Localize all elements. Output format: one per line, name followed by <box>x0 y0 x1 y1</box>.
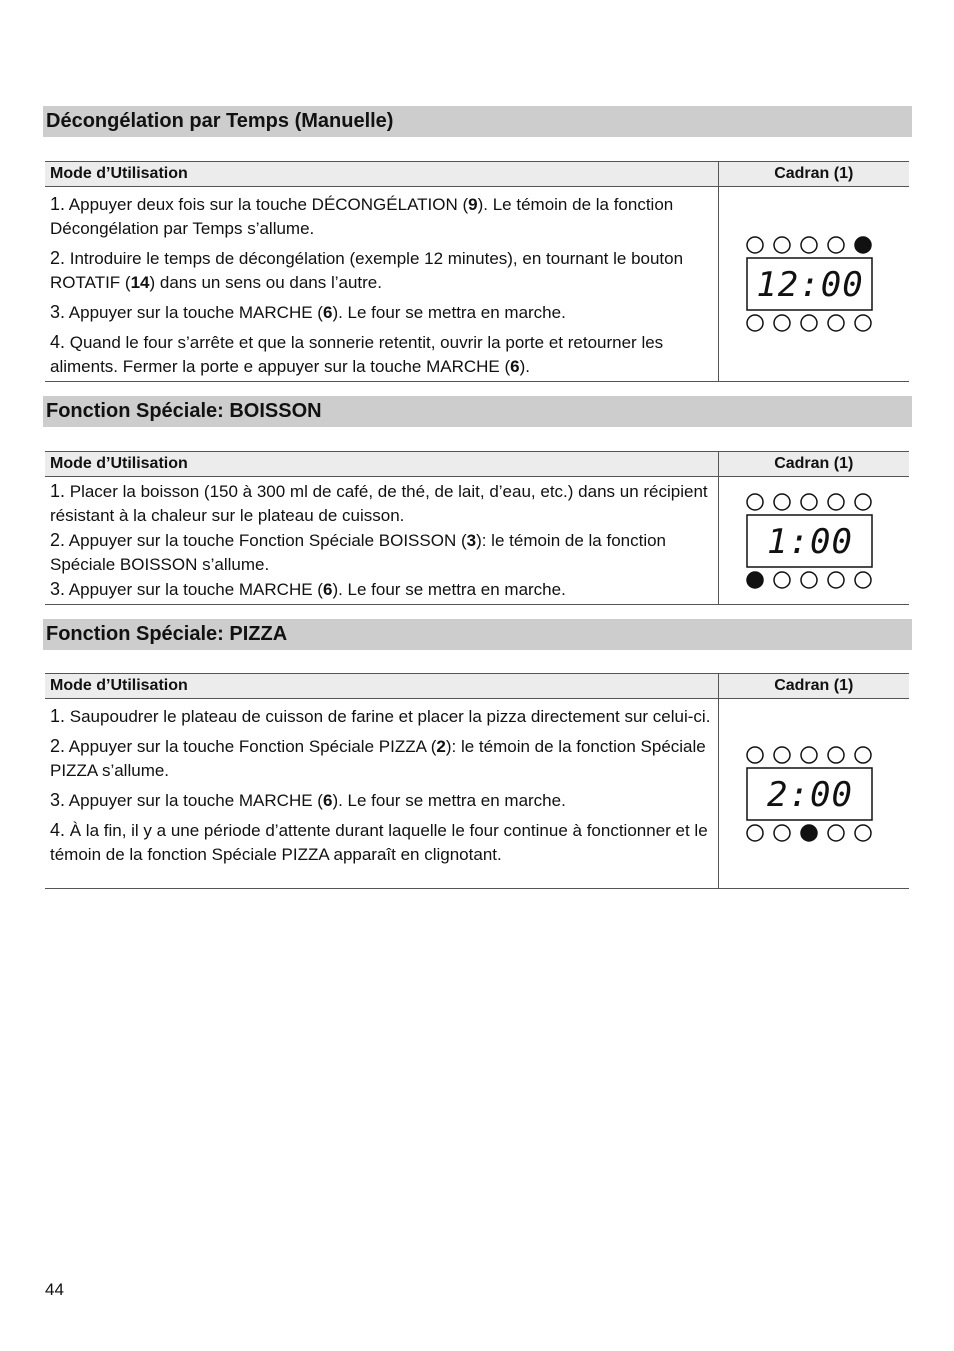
section-title-boisson: Fonction Spéciale: BOISSON <box>43 396 912 427</box>
column-header-mode: Mode d’Utilisation <box>45 162 718 187</box>
indicator-light-bottom <box>828 825 844 841</box>
indicator-light-bottom <box>801 572 817 588</box>
indicator-light-bottom <box>855 315 871 331</box>
table-row <box>45 477 909 605</box>
indicator-light-bottom <box>774 572 790 588</box>
table-header-row <box>45 162 909 187</box>
display-cell <box>718 477 909 605</box>
table-boisson <box>45 451 909 605</box>
indicator-light-bottom <box>855 825 871 841</box>
step-3: 3. Appuyer sur la touche MARCHE (6). Le four se mettra en marche. <box>50 790 566 810</box>
indicator-light-bottom <box>747 825 763 841</box>
steps-cell <box>45 477 718 605</box>
step-1: 1. Saupoudrer le plateau de cuisson de farine et placer la pizza directement sur celui-ci. <box>50 706 711 726</box>
column-header-cadran: Cadran (1) <box>718 674 909 699</box>
section-title-decongelation: Décongélation par Temps (Manuelle) <box>43 106 912 137</box>
page-number: 44 <box>45 1280 64 1299</box>
table-header-row <box>45 674 909 699</box>
indicator-light-bottom <box>855 572 871 588</box>
step-3: 3. Appuyer sur la touche MARCHE (6). Le four se mettra en marche. <box>50 579 566 599</box>
indicator-light-top <box>828 747 844 763</box>
step-2: 2. Introduire le temps de décongélation (exemple 12 minutes), en tournant le bouton ROTATIF (14) dans un sens ou dans l’autre. <box>50 248 684 292</box>
display-cell <box>718 699 909 889</box>
oven-display-icon <box>744 744 884 844</box>
display-time: 1:00 <box>766 521 853 562</box>
table-row <box>45 699 909 889</box>
indicator-light-top <box>774 747 790 763</box>
oven-display-icon <box>744 234 884 334</box>
indicator-light-bottom <box>801 315 817 331</box>
indicator-light-bottom <box>747 572 763 588</box>
step-1: 1. Placer la boisson (150 à 300 ml de café, de thé, de lait, d’eau, etc.) dans un récipient résistant à la chaleur sur le plateau de cuisson. <box>50 481 708 525</box>
oven-display-icon <box>744 491 884 591</box>
section-title-pizza: Fonction Spéciale: PIZZA <box>43 619 912 650</box>
steps-cell <box>45 699 718 889</box>
indicator-light-bottom <box>801 825 817 841</box>
indicator-light-bottom <box>774 825 790 841</box>
column-header-mode: Mode d’Utilisation <box>45 452 718 477</box>
step-1: 1. Appuyer deux fois sur la touche DÉCONGÉLATION (9). Le témoin de la fonction Décongélation par Temps s’allume. <box>50 194 674 238</box>
indicator-light-top <box>828 494 844 510</box>
display-cell <box>718 187 909 382</box>
table-header-row <box>45 452 909 477</box>
indicator-light-bottom <box>828 315 844 331</box>
step-3: 3. Appuyer sur la touche MARCHE (6). Le four se mettra en marche. <box>50 302 566 322</box>
indicator-light-top <box>801 747 817 763</box>
column-header-mode: Mode d’Utilisation <box>45 674 718 699</box>
step-4: 4. À la fin, il y a une période d’attente durant laquelle le four continue à fonctionner et le témoin de la fonction Spéciale PIZZA apparaît en clignotant. <box>50 820 708 864</box>
indicator-light-top <box>774 237 790 253</box>
display-time: 12:00 <box>756 265 864 305</box>
indicator-light-top <box>855 747 871 763</box>
table-pizza <box>45 673 909 889</box>
indicator-light-top <box>801 237 817 253</box>
indicator-light-top <box>855 494 871 510</box>
column-header-cadran: Cadran (1) <box>718 452 909 477</box>
table-row <box>45 187 909 382</box>
indicator-light-top <box>747 237 763 253</box>
indicator-light-bottom <box>828 572 844 588</box>
indicator-light-top <box>747 747 763 763</box>
step-4: 4. Quand le four s’arrête et que la sonnerie retentit, ouvrir la porte et retourner les aliments. Fermer la porte e appuyer sur la touche MARCHE (6). <box>50 332 664 376</box>
table-decongelation <box>45 161 909 382</box>
steps-cell <box>45 187 718 382</box>
step-2: 2. Appuyer sur la touche Fonction Spéciale BOISSON (3): le témoin de la fonction Spéciale BOISSON s’allume. <box>50 530 667 574</box>
indicator-light-top <box>855 237 871 253</box>
indicator-light-top <box>774 494 790 510</box>
indicator-light-top <box>747 494 763 510</box>
column-header-cadran: Cadran (1) <box>718 162 909 187</box>
step-2: 2. Appuyer sur la touche Fonction Spéciale PIZZA (2): le témoin de la fonction Spéciale PIZZA s’allume. <box>50 736 706 780</box>
indicator-light-bottom <box>747 315 763 331</box>
indicator-light-top <box>828 237 844 253</box>
indicator-light-bottom <box>774 315 790 331</box>
display-time: 2:00 <box>766 774 853 815</box>
indicator-light-top <box>801 494 817 510</box>
